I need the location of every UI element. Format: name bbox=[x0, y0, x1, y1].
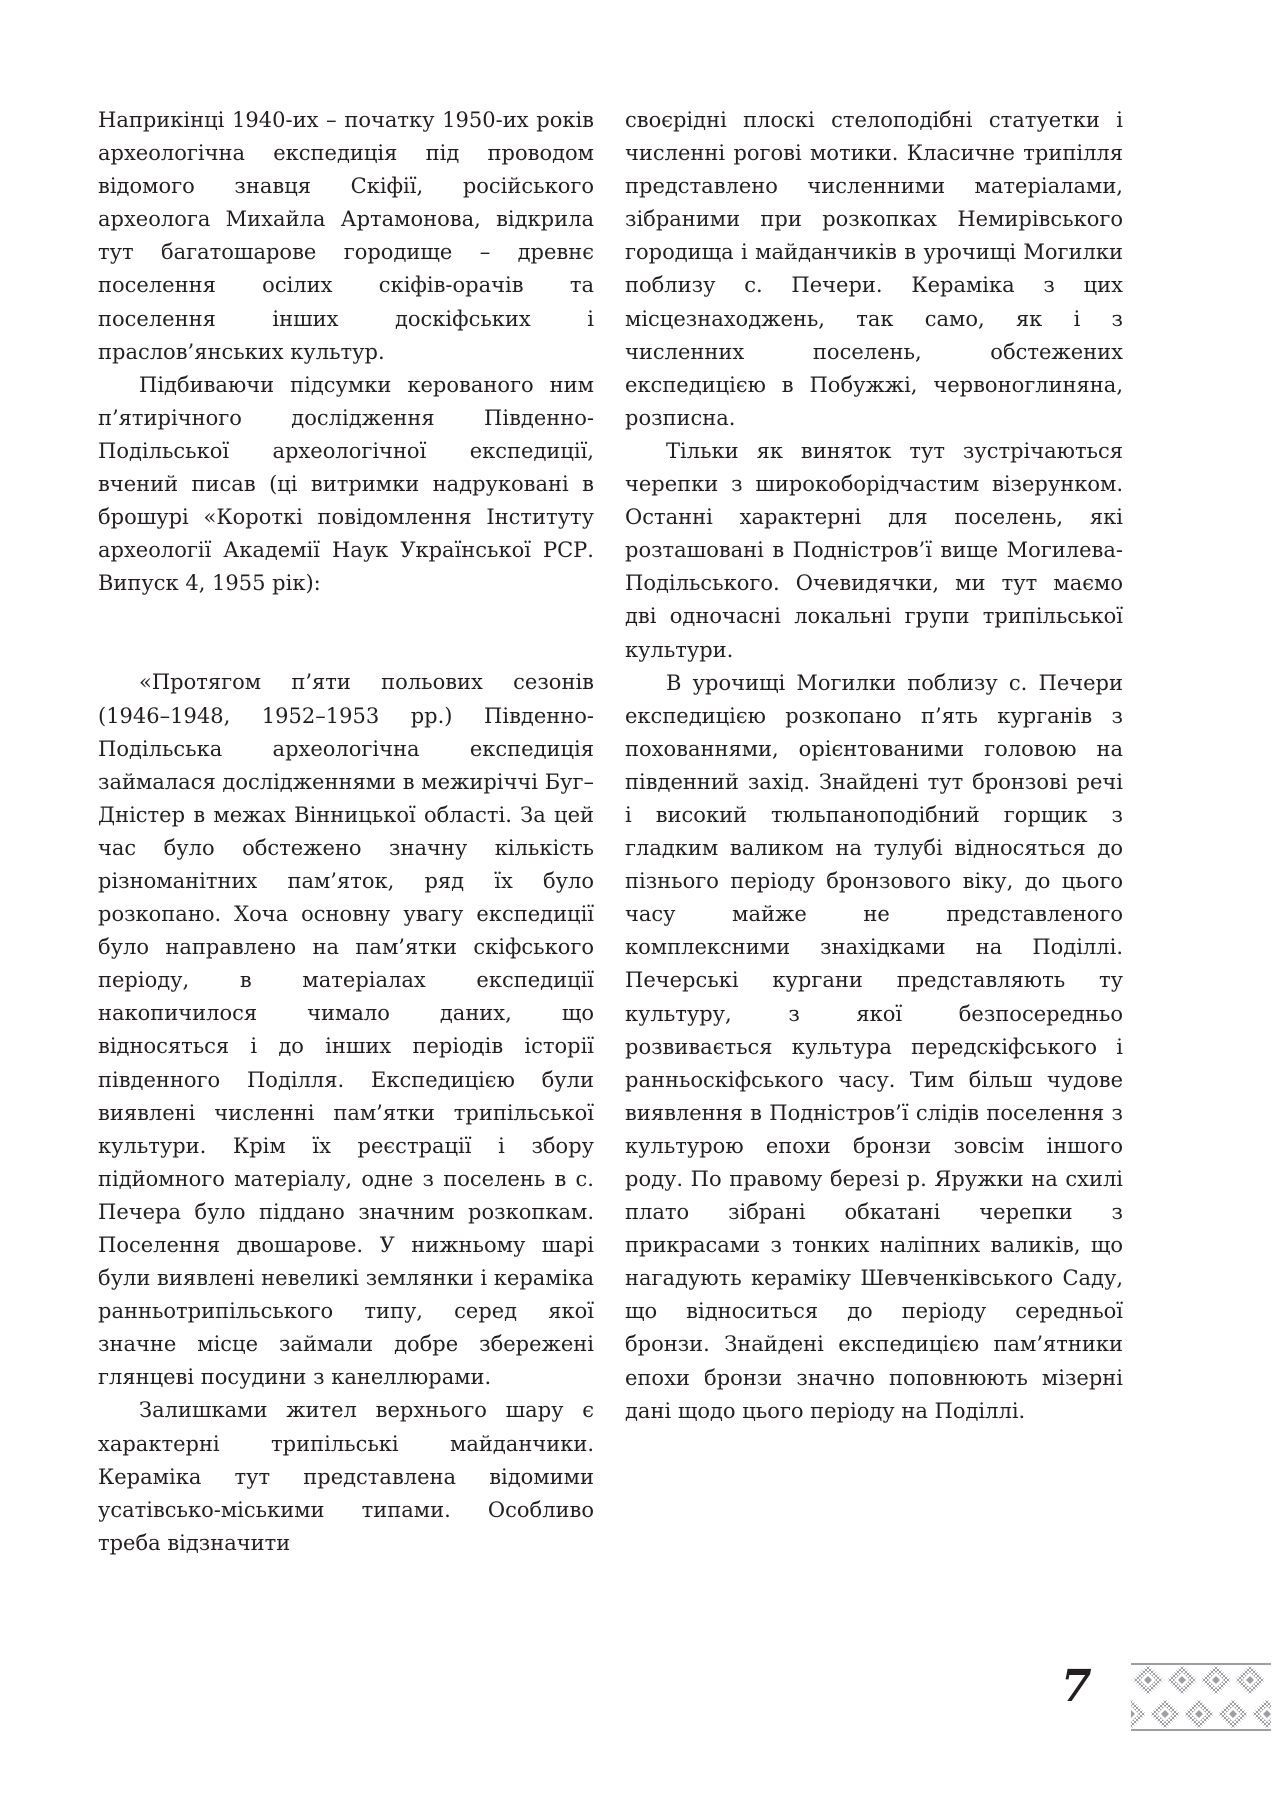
embroidery-pattern-icon bbox=[1131, 1663, 1271, 1731]
paragraph: Наприкінці 1940-их – початку 1950-их років археологічна експедиція під проводом відомого знавця Скіфії, російського археолога Михайла Артамонова, відкрила тут багатошарове городище – древнє поселення осілих скіфів-орачів та поселення інших доскіфських і праслов’янських культур. bbox=[98, 108, 594, 364]
paragraph: Залишками жител верхнього шару є характерні трипільські майданчики. Кераміка тут представлена відомими усатівсько-міськими типами. Особливо треба відзначити bbox=[98, 1398, 594, 1555]
page-number: 7 bbox=[1061, 1661, 1092, 1712]
right-column bbox=[625, 104, 1123, 1428]
quote-paragraph: «Протягом п’яти польових сезонів (1946–1948, 1952–1953 рр.) Південно-Подільська археологічна експедиція займалася дослідженнями в межиріччі Буг–Дністер в межах Вінницької області. За цей час було обстежено значну кількість різноманітних пам’яток, ряд їх було розкопано. Хоча основну увагу експедиції було направлено на пам’ятки скіфського періоду, в матеріалах експедиції накопичилося чимало даних, що відносяться і до інших періодів історії південного Поділля. Експедицією були виявлені численні пам’ятки трипільської культури. Крім їх реєстрації і збору підйомного матеріалу, одне з поселень в с. Печера було піддано значним розкопкам. Поселення двошарове. У нижньому шарі були виявлені невеликі землянки і кераміка ранньотрипільського типу, серед якої значне місце займали добре збережені глянцеві посудини з канеллюрами. bbox=[98, 670, 594, 1390]
paragraph: своєрідні плоскі стелоподібні статуетки і численні рогові мотики. Класичне трипілля представлено численними матеріалами, зібраними при розкопках Немирівського городища і майданчиків в урочищі Могилки поблизу с. Печери. Кераміка з цих місцезнаходжень, так само, як і з численних поселень, обстежених експедицією в Побужжі, червоноглиняна, розписна. bbox=[625, 108, 1123, 430]
paragraph: Тільки як виняток тут зустрічаються черепки з широкобoрідчастим візерунком. Останні характерні для поселень, які розташовані в Подністров’ї вище Могилева-Подільського. Очевидячки, ми тут маємо дві одночасні локальні групи трипільської культури. bbox=[625, 438, 1123, 662]
paragraph: Підбиваючи підсумки керованого ним п’ятирічного дослідження Південно-Подільської археологічної експедиції, вчений писав (ці витримки надруковані в брошурі «Короткі повідомлення Інституту археології Академії Наук Української РСР. Випуск 4, 1955 рік): bbox=[98, 372, 594, 596]
left-column bbox=[98, 104, 594, 1560]
paragraph: В урочищі Могилки поблизу с. Печери експедицією розкопано п’ять курганів з похованнями, орієнтованими головою на південний захід. Знайдені тут бронзові речі і високий тюльпаноподібний горщик з гладким валиком на тулубі відносяться до пізнього періоду бронзового віку, до цього часу майже не представленого комплексними знахідками на Поділлі. Печерські кургани представляють ту культуру, з якої безпосередньо розвивається культура передскіфського і ранньоскіфського часу. Тим більш чудове виявлення в Подністров’ї слідів поселення з культурою епохи бронзи зовсім іншого роду. По правому березі р. Яружки на схилі плато зібрані обкатані черепки з прикрасами з тонких наліпних валиків, що нагадують кераміку Шевченківського Саду, що відноситься до періоду середньої бронзи. Знайдені експедицією пам’ятники епохи бронзи значно поповнюють мізерні дані щодо цього періоду на Поділлі. bbox=[625, 670, 1123, 1423]
